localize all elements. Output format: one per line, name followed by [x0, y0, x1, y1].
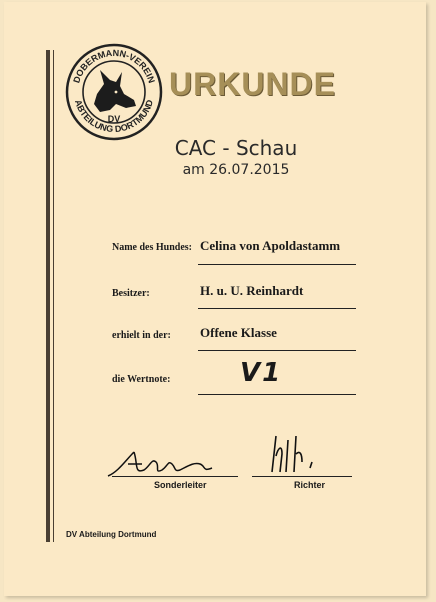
dog-name-label: Name des Hundes: — [112, 242, 193, 253]
grade-value: V1 — [240, 358, 283, 388]
seal-text-bottom: ABTEILUNG DORTMUND — [72, 98, 156, 135]
show-name: CAC - Schau — [174, 136, 298, 160]
class-line — [198, 350, 356, 351]
certificate-title: URKUNDE — [169, 66, 336, 102]
richter-signature — [266, 432, 336, 478]
sonderleiter-label: Sonderleiter — [154, 480, 207, 490]
seal-text-center: DV — [107, 114, 121, 124]
show-date: am 26.07.2015 — [182, 162, 290, 178]
dobermann-verein-seal — [64, 42, 164, 142]
footer-organization: DV Abteilung Dortmund — [66, 530, 157, 539]
class-label: erhielt in der: — [112, 330, 171, 341]
owner-value: H. u. U. Reinhardt — [200, 283, 304, 298]
dog-name-line — [198, 264, 356, 265]
richter-label: Richter — [294, 480, 326, 490]
grade-label: die Wertnote: — [112, 374, 171, 385]
certificate-page — [4, 2, 426, 596]
dobermann-head-icon — [94, 70, 136, 112]
owner-line — [198, 308, 356, 309]
dog-name-value: Celina von Apoldastamm — [200, 238, 341, 253]
grade-line — [198, 394, 356, 395]
border-rail-thin — [53, 50, 54, 542]
class-value: Offene Klasse — [200, 325, 277, 340]
sonderleiter-line — [112, 476, 238, 477]
owner-label: Besitzer: — [112, 288, 150, 299]
seal-text-top: DOBERMANN-VEREIN — [71, 47, 157, 85]
border-rail-thick — [46, 50, 50, 542]
svg-text:DOBERMANN-VEREIN — [71, 48, 157, 84]
richter-line — [252, 476, 352, 477]
